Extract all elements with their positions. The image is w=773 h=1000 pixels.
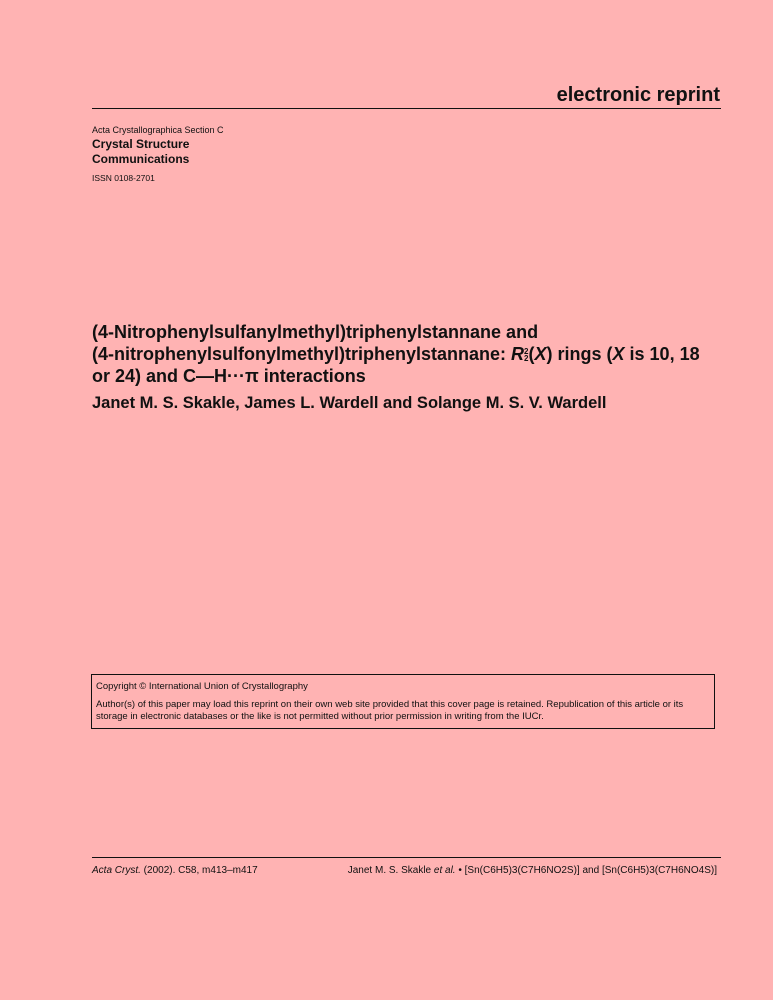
journal-section-line1: Crystal Structure (92, 137, 190, 151)
journal-section (92, 137, 224, 167)
journal-issn: ISSN 0108-2701 (92, 173, 155, 183)
journal-info (92, 125, 224, 183)
footer-citation-text: (2002). C58, m413–m417 (140, 865, 258, 876)
title-line-1: (4-Nitrophenylsulfanylmethyl)triphenylstannane and (92, 322, 539, 342)
article-title (92, 321, 732, 387)
header-rule (92, 108, 721, 109)
journal-section-line2: Communications (92, 152, 190, 166)
journal-series: Acta Crystallographica Section C (92, 125, 224, 135)
footer-authors-formula: Janet M. S. Skakle et al. • [Sn(C6H5)3(C7H6NO2S)] and [Sn(C6H5)3(C7H6NO4S)] (347, 865, 717, 876)
copyright-notice (91, 674, 715, 729)
title-line-2: (4-nitrophenylsulfonylmethyl)triphenylstannane: R 2 2 (X) rings (X is 10, 18 (92, 344, 700, 364)
footer-journal-abbrev: Acta Cryst. (92, 865, 141, 876)
footer-formula-1: [Sn(C6H5)3(C7H6NO2S)] (464, 865, 580, 876)
footer-citation (92, 865, 258, 876)
footer-rule (92, 857, 721, 858)
footer-formula-2: [Sn(C6H5)3(C7H6NO4S)] (601, 865, 717, 876)
copyright-line: Copyright © International Union of Crystallography (96, 681, 308, 692)
electronic-reprint-label: electronic reprint (556, 84, 720, 106)
title-line-3: or 24) and C—H···π interactions (92, 366, 366, 386)
article-authors: Janet M. S. Skakle, James L. Wardell and Solange M. S. V. Wardell (92, 394, 607, 412)
copyright-terms: Author(s) of this paper may load this reprint on their own web site provided that this cover page is retained. Republication of this article or its storage in electronic databases or the like is not permitted without prior permission in writing from the IUCr. (96, 699, 684, 722)
